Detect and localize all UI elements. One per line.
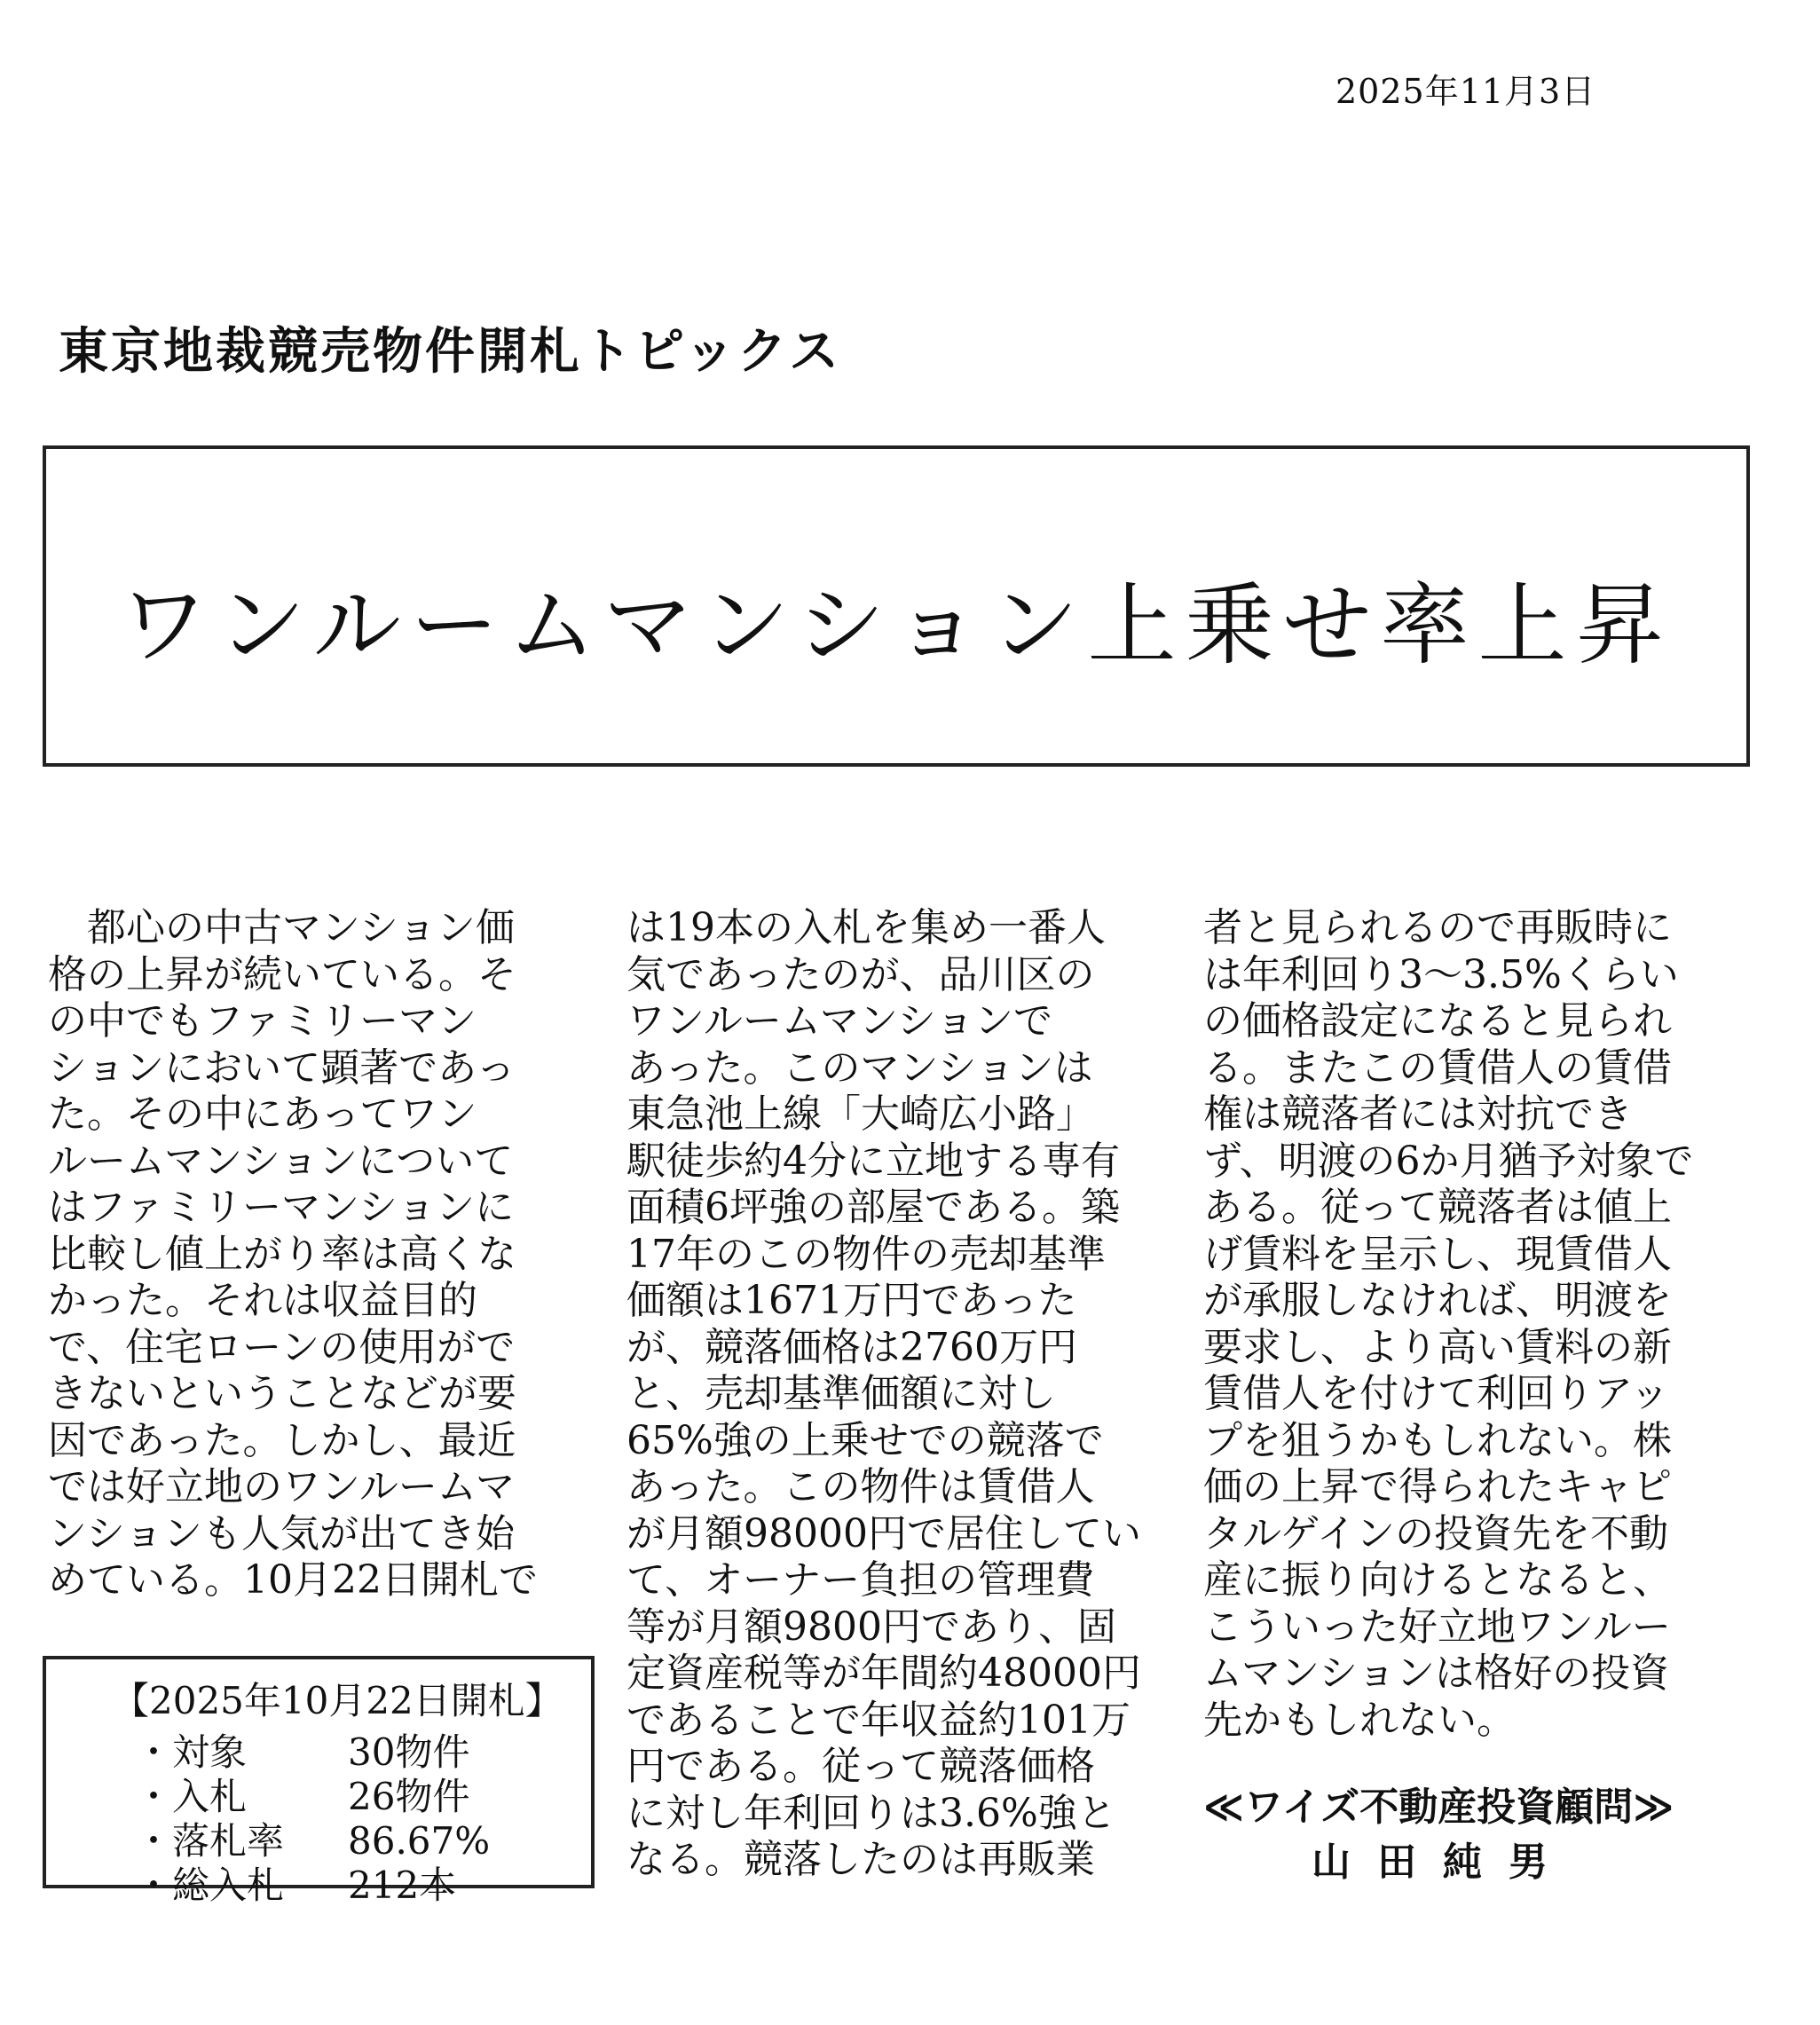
summary-label: ・入札 [135,1775,248,1818]
summary-value: 30物件 [348,1730,470,1774]
article-line: た。その中にあってワン [48,1091,477,1137]
article-line: タルゲインの投資先を不動 [1203,1510,1669,1556]
article-line: こういった好立地ワンルー [1203,1603,1671,1650]
summary-value: 212本 [348,1863,457,1907]
article-line: ンションも人気が出てき始 [48,1510,516,1556]
article-line: はファミリーマンションに [48,1185,515,1230]
article-line: プを狙うかもしれない。株 [1203,1417,1672,1463]
article-line: の中でもファミリーマン [48,998,477,1044]
article-line: 17年のこの物件の売却基準 [626,1231,1106,1277]
article-line: 東急池上線「大崎広小路」 [626,1091,1095,1137]
byline-author: 山田純男 [1312,1840,1574,1885]
article-line: で、住宅ローンの使用がで [48,1324,516,1370]
article-date: 2025年11月3日 [1335,72,1596,111]
article-line: 65%強の上乗せでの競落で [626,1417,1104,1463]
summary-label: ・落札率 [135,1819,285,1863]
article-line: では好立地のワンルームマ [48,1464,516,1509]
article-line: 権は競落者には対抗でき [1203,1091,1633,1137]
article-line: 価額は1671万円であった [626,1278,1077,1323]
article-line: が承服しなければ、明渡を [1203,1278,1672,1323]
headline: ワンルームマンション上乗せ率上昇 [119,573,1674,677]
article-line: きないということなどが要 [48,1371,516,1416]
article-line: が、競落価格は2760万円 [626,1324,1077,1370]
article-line: に対し年利回りは3.6%強と [626,1790,1116,1836]
summary-value: 26物件 [348,1775,470,1818]
article-line: ず、明渡の6か月猶予対象で [1203,1138,1694,1184]
article-line: ルームマンションについて [48,1138,514,1184]
article-line: 因であった。しかし、最近 [48,1417,516,1463]
article-line: 定資産税等が年間約48000円 [626,1651,1141,1696]
article-line: 産に振り向けるとなると、 [1203,1557,1672,1603]
article-line: なる。競落したのは再販業 [626,1837,1095,1882]
auction-summary-title: 【2025年10月22日開札】 [112,1679,563,1722]
article-column-1 [48,905,538,1604]
article-column-2 [626,905,1141,1884]
article-line: ションにおいて顕著であっ [48,1044,516,1091]
article-line: 駅徒歩約4分に立地する専有 [626,1138,1120,1184]
article-line: ある。従って競落者は値上 [1203,1185,1672,1230]
article-line: かった。それは収益目的 [48,1278,477,1323]
article-line: 気であったのが、品川区の [626,951,1095,997]
headline-box [43,445,1750,767]
article-line: ムマンションは格好の投資 [1203,1651,1670,1696]
article-line: て、オーナー負担の管理費 [626,1557,1095,1603]
article-line: 面積6坪強の部屋である。築 [626,1185,1120,1230]
article-line: めている。10月22日開札で [48,1557,538,1603]
article-line: 等が月額9800円であり、固 [626,1603,1116,1650]
article-line: 比較し値上がり率は高くな [48,1231,516,1277]
article-line: げ賃料を呈示し、現賃借人 [1203,1231,1672,1277]
summary-value: 86.67% [348,1819,491,1863]
article-line: と、売却基準価額に対し [626,1371,1056,1416]
article-line: は19本の入札を集め一番人 [626,905,1106,950]
article-column-3 [1203,905,1693,1744]
summary-label: ・対象 [135,1730,248,1774]
byline-organization: ≪ワイズ不動産投資顧問≫ [1203,1785,1674,1830]
article-line: 円である。従って競落価格 [626,1744,1095,1789]
summary-label: ・総入札 [135,1863,285,1907]
article-line: 者と見られるので再販時に [1203,905,1672,950]
section-title: 東京地裁競売物件開札トピックス [59,323,842,381]
article-line: 要求し、より高い賃料の新 [1203,1324,1672,1370]
article-line: 格の上昇が続いている。そ [48,951,516,997]
article-line: る。またこの賃借人の賃借 [1203,1044,1672,1091]
article-line: が月額98000円で居住してい [626,1510,1141,1556]
article-line: は年利回り3～3.5%くらい [1203,951,1679,997]
article-line: 価の上昇で得られたキャピ [1203,1464,1672,1509]
article-line: ワンルームマンションで [626,998,1053,1044]
article-line: 賃借人を付けて利回りアッ [1203,1371,1669,1416]
article-line: あった。この物件は賃借人 [626,1464,1095,1509]
article-line: であることで年収益約101万 [626,1697,1131,1743]
auction-summary-box [43,1656,595,1907]
summary-row-total [135,1856,456,1910]
article-line: 先かもしれない。 [1203,1697,1516,1743]
article-line: あった。このマンションは [626,1044,1093,1091]
article-line: 都心の中古マンション価 [48,905,516,950]
article-line: の価格設定になると見られ [1203,998,1672,1044]
